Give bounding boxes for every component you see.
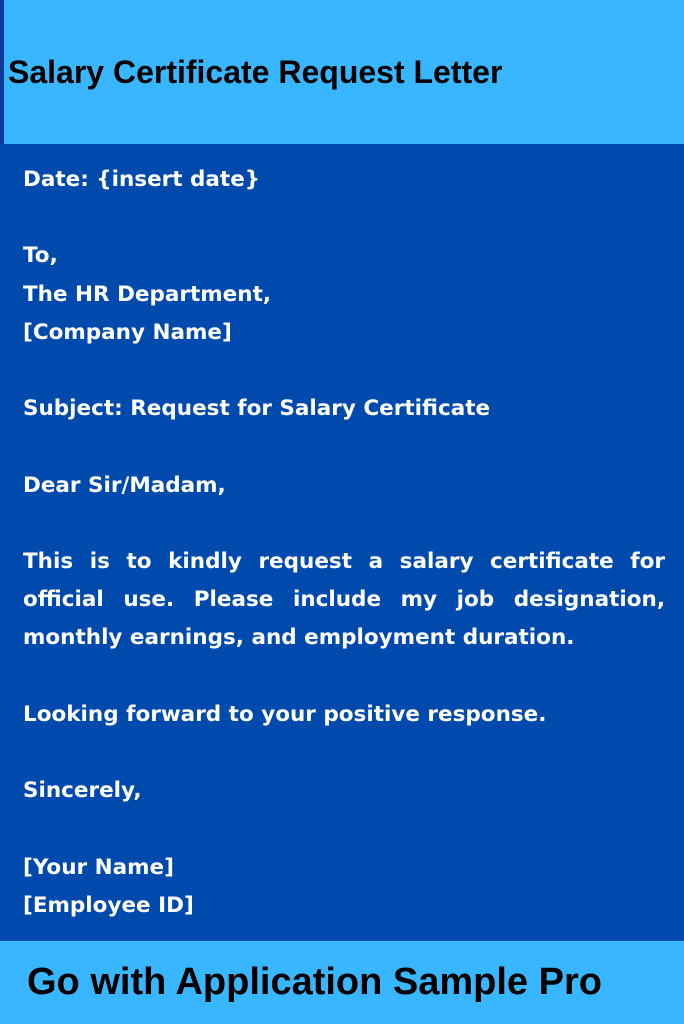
recipient-department: The HR Department, <box>23 281 272 307</box>
letter-body <box>23 161 665 925</box>
date-line: Date: {insert date} <box>23 167 261 192</box>
letter-panel <box>0 144 684 941</box>
spacer <box>23 352 665 390</box>
sign-off: Sincerely, <box>23 778 142 804</box>
spacer <box>23 428 665 466</box>
closing-line: Looking forward to your positive response. <box>23 701 547 727</box>
subject-line: Subject: Request for Salary Certificate <box>23 396 491 422</box>
body-paragraph: This is to kindly request a salary certificate for official use. Please include my job designation, monthly earnings, and employment duration. <box>23 548 665 651</box>
greeting: Dear Sir/Madam, <box>23 472 226 498</box>
footer-banner <box>0 941 684 1024</box>
page-title: Salary Certificate Request Letter <box>8 54 503 90</box>
spacer <box>23 199 665 237</box>
spacer <box>23 658 665 696</box>
spacer <box>23 734 665 772</box>
signature-employee-id: [Employee ID] <box>23 892 194 918</box>
spacer <box>23 810 665 848</box>
header-banner <box>0 0 684 144</box>
footer-brand-text: Go with Application Sample Pro <box>27 961 602 1003</box>
recipient-company: [Company Name] <box>23 319 232 345</box>
signature-name: [Your Name] <box>23 854 174 880</box>
spacer <box>23 505 665 543</box>
recipient-to: To, <box>23 243 58 269</box>
